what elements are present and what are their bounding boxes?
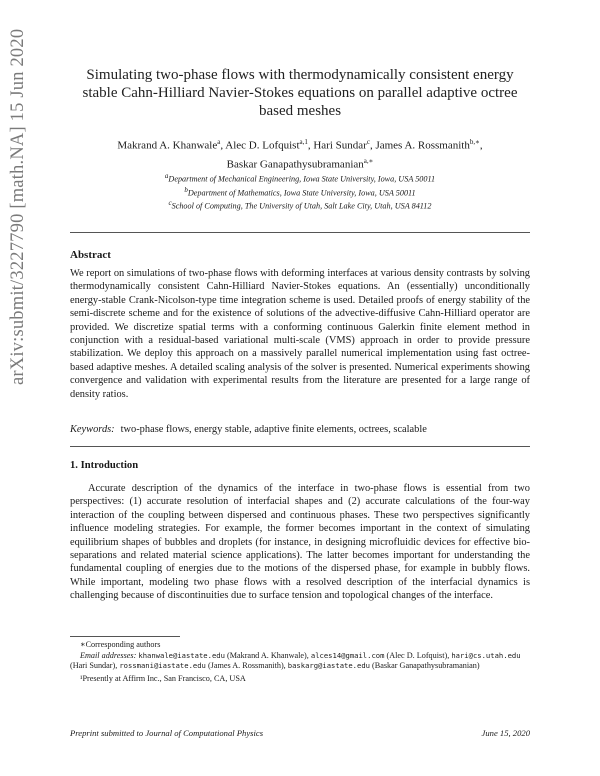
- footer-date: June 15, 2020: [481, 728, 530, 738]
- author-affil-mark: a: [217, 138, 221, 146]
- author-name: Hari Sundar: [313, 139, 367, 152]
- abstract-body: We report on simulations of two-phase flows with deforming interfaces at various density contrasts by solving thermodynamically consistent Cahn-Hilliard Navier-Stokes equations. An (essentially) unconditionally energy-stable Crank-Nicolson-type time integration scheme is used. Detailed proofs of energy stability of the semi-discrete scheme and for the existence of solutions of the advective-diffusive Cahn-Hilliard operator are provided. We discretize spatial terms with a conforming continuous Galerkin finite element method in conjunction with a residual-based variational multi-scale (VMS) approach in order to provide pressure stabilization. We deploy this approach on a massively parallel numerical implementation using fast octree-based adaptive meshes. A detailed scaling analysis of the solver is presented. Numerical experiments showing convergence and validation with experimental results from the literature are presented for a large range of density ratios.: [70, 268, 530, 400]
- author-affil-mark: a,1: [299, 138, 308, 146]
- footnote-presently: ¹Presently at Affirm Inc., San Francisco, CA, USA: [80, 674, 246, 684]
- paper-title: Simulating two-phase flows with thermodynamically consistent energy stable Cahn-Hilliard Navier-Stokes equations on parallel adaptive octree based meshes: [82, 67, 518, 119]
- email-link[interactable]: hari@cs.utah.edu: [451, 650, 521, 660]
- affiliation-list: [70, 171, 530, 212]
- email-link[interactable]: baskarg@iastate.edu: [287, 661, 370, 671]
- arxiv-identifier: arXiv:submit/3227790 [math.NA] 15 Jun 2020: [8, 28, 28, 385]
- footnotes: [70, 640, 530, 685]
- footnote-emails: Email addresses: khanwale@iastate.edu (Makrand A. Khanwale), alces14@gmail.com (Alec D. Lofquist), hari@cs.utah.edu (Hari Sundar), rossmani@iastate.edu (James A. Rossmanith), baskarg@iastate.edu (Baskar Ganapathysubramanian): [70, 650, 521, 671]
- author-affil-mark: a,∗: [363, 156, 374, 165]
- footnote-rule: [70, 636, 180, 637]
- affiliation: $^b$Department of Mathematics, Iowa State University, Iowa, USA 50011: [184, 185, 416, 198]
- author-affil-mark: c: [366, 138, 370, 146]
- footnote-corresponding: ∗Corresponding authors: [80, 640, 161, 649]
- email-link[interactable]: alces14@gmail.com: [310, 650, 385, 660]
- keywords-text: two-phase flows, energy stable, adaptive finite elements, octrees, scalable: [120, 424, 427, 435]
- author-name: Baskar Ganapathysubramanian: [226, 158, 364, 171]
- affiliation: $^a$Department of Mechanical Engineering, Iowa State University, Iowa, USA 50011: [164, 172, 436, 184]
- section-heading: 1. Introduction: [70, 460, 139, 471]
- author-name: Alec D. Lofquist: [225, 139, 300, 152]
- email-link[interactable]: rossmani@iastate.edu: [119, 661, 206, 671]
- author-name: James A. Rossmanith: [375, 139, 470, 152]
- affiliation: $^c$School of Computing, The University of Utah, Salt Lake City, Utah, USA 84112: [168, 199, 432, 212]
- author-affil-mark: b,∗: [469, 138, 480, 146]
- keywords-label: Keywords:: [70, 424, 115, 435]
- abstract-top-rule: [70, 232, 530, 233]
- author-list: Makrand A. Khanwale$^a$, Alec D. Lofquist$^{a,1}$, Hari Sundar$^c$, James A. Rossmanith$^{b,∗}$, Baskar Ganapathysubramanian$^{a,∗}$: [117, 138, 483, 171]
- author-name: Makrand A. Khanwale: [117, 139, 218, 152]
- abstract-bottom-rule: [70, 446, 530, 447]
- email-link[interactable]: khanwale@iastate.edu: [138, 650, 225, 660]
- footer-preprint: Preprint submitted to Journal of Computational Physics: [70, 728, 264, 738]
- keywords-line: [70, 424, 427, 435]
- intro-paragraph: Accurate description of the dynamics of the interface in two-phase flows is essential from two perspectives: (1) accurate resolution of interfacial shapes and (2) accurate calculations of the four-way interaction of the coupling between dispersed and continuous phases. These two perspectives significantly influence modeling strategies. For example, the former becomes important in the context of simulating equilibrium shapes of bubbles and droplets (for instance, in designing microfluidic devices for effective bio-separations and related material science applications). The latter becomes important for understanding the fundamental coupling of energies due to the motions of the dispersed phase, for example in bubbly flows. While important, modeling two phase flows with a resolved description of the interfacial dynamics is challenging because of discontinuities due to surface tension and topological changes of the interface.: [70, 483, 530, 602]
- abstract-heading: Abstract: [70, 249, 111, 261]
